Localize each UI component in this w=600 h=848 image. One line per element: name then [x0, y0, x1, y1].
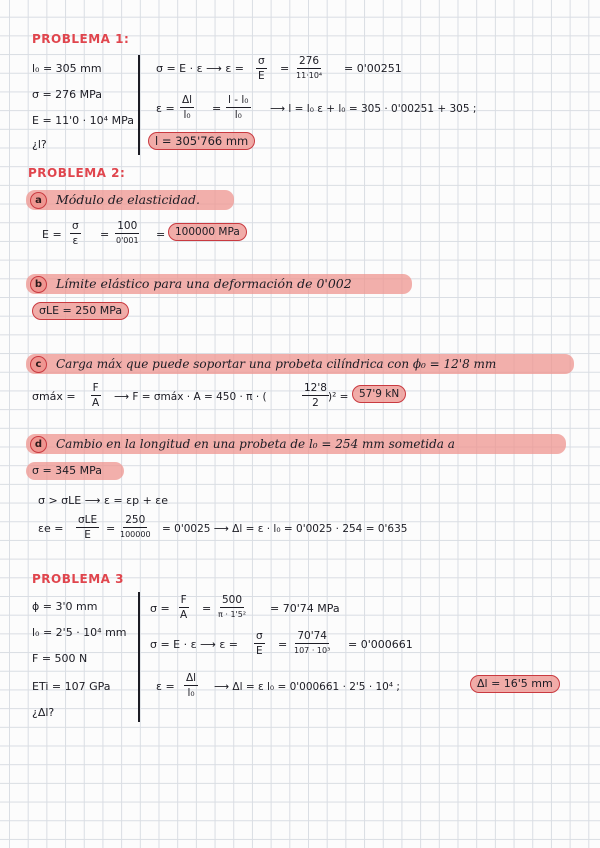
p2a-frac2-num: 100	[117, 220, 138, 232]
p1-eq1-b: =	[280, 62, 290, 75]
p2d-frac2-den: 100000	[120, 530, 151, 539]
p3-frac1-den: A	[180, 609, 188, 621]
p3-frac5-den: l₀	[187, 687, 195, 699]
p3-eq2-c: = 0'000661	[348, 638, 413, 651]
p2a-frac2-den: 0'001	[116, 236, 139, 245]
p3-eq1-b: =	[202, 602, 212, 615]
p3-frac2	[216, 594, 248, 621]
p1-frac1-num: σ	[258, 55, 265, 67]
p3-frac5	[184, 672, 198, 699]
p2c-frac1-num: F	[92, 382, 99, 394]
p3-given-l0: l₀ = 2'5 · 10⁴ mm	[32, 626, 127, 639]
p2d-frac2	[118, 514, 153, 541]
p3-eq3-a: ε =	[156, 680, 175, 693]
p1-result: l = 305'766 mm	[148, 132, 255, 150]
p3-given-e: ETi = 107 GPa	[32, 680, 111, 693]
p2c-frac2	[302, 382, 329, 409]
p2c-badge: c	[30, 356, 47, 373]
p1-given-e: E = 11'0 · 10⁴ MPa	[32, 114, 134, 127]
p3-frac4-den: 107 · 10³	[294, 646, 331, 655]
p1-eq2-a: ε =	[156, 102, 175, 115]
p2a-heading: Módulo de elasticidad.	[56, 192, 200, 207]
p1-frac2-den: 11·10⁴	[296, 71, 323, 80]
p2d-badge: d	[30, 436, 47, 453]
p2d-eq2-c: = 0'0025 ⟶ Δl = ε · l₀ = 0'0025 · 254 = 0'635	[162, 523, 408, 535]
p2b-badge: b	[30, 276, 47, 293]
p3-result: Δl = 16'5 mm	[470, 675, 560, 693]
p3-frac3-den: E	[256, 645, 263, 657]
p3-frac4	[292, 630, 332, 657]
p2c-eq2: ⟶ F = σmáx · A = 450 · π · (	[114, 391, 267, 403]
p1-given-sigma: σ = 276 MPa	[32, 88, 103, 101]
p3-frac5-num: Δl	[186, 672, 197, 684]
p1-frac2	[294, 55, 324, 82]
p2b-result: σLE = 250 MPa	[32, 302, 129, 320]
problem-1-title: PROBLEMA 1:	[32, 32, 130, 46]
p2a-eq: E =	[42, 228, 62, 241]
p3-frac4-num: 70'74	[297, 630, 327, 642]
p1-eq1-a: σ = E · ε ⟶ ε =	[156, 62, 244, 75]
p3-frac3-num: σ	[256, 630, 263, 642]
p2a-eq3: =	[156, 228, 166, 241]
p2a-frac1-den: ε	[72, 235, 79, 247]
p3-eq2-b: =	[278, 638, 288, 651]
p2c-eq1: σmáx =	[32, 390, 76, 403]
p2d-frac2-num: 250	[125, 514, 146, 526]
p3-frac3	[254, 630, 265, 657]
p3-given-f: F = 500 N	[32, 652, 88, 665]
p3-eq3-b: ⟶ Δl = ε l₀ = 0'000661 · 2'5 · 10⁴ ;	[214, 681, 400, 693]
p1-frac1	[256, 55, 267, 82]
p2d-frac1-den: E	[84, 529, 91, 541]
p2d-given: σ = 345 MPa	[32, 464, 103, 477]
p1-frac3-den: l₀	[183, 109, 191, 121]
p1-frac4-num: l - l₀	[228, 94, 249, 106]
p2a-frac2	[114, 220, 141, 247]
p3-eq1-a: σ =	[150, 602, 170, 615]
p3-frac1-num: F	[180, 594, 187, 606]
p1-eq2-c: ⟶ l = l₀ ε + l₀ = 305 · 0'00251 + 305 ;	[270, 103, 477, 115]
p2c-frac2-den: 2	[312, 397, 319, 409]
problem-3-title: PROBLEMA 3	[32, 572, 124, 586]
p1-frac4-den: l₀	[234, 109, 242, 121]
p2c-result: 57'9 kN	[352, 385, 406, 403]
p2d-eq2-b: =	[106, 522, 116, 535]
p3-unknown: ¿Δl?	[32, 706, 55, 719]
p2b-heading: Límite elástico para una deformación de 0'002	[56, 276, 352, 291]
problem-2-title: PROBLEMA 2:	[28, 166, 126, 180]
p3-eq2-a: σ = E · ε ⟶ ε =	[150, 638, 238, 651]
p1-unknown: ¿l?	[32, 138, 47, 151]
p2c-heading: Carga máx que puede soportar una probeta cilíndrica con ϕ₀ = 12'8 mm	[56, 357, 497, 371]
p2a-frac1	[70, 220, 81, 247]
p1-divider	[138, 55, 140, 155]
p1-frac4	[226, 94, 251, 121]
p2c-frac2-num: 12'8	[304, 382, 327, 394]
p2d-eq1: σ > σLE ⟶ ε = εp + εe	[38, 494, 169, 507]
p2c-frac1-den: A	[92, 397, 100, 409]
p1-frac1-den: E	[258, 70, 265, 82]
p2a-badge: a	[30, 192, 47, 209]
p1-frac3	[180, 94, 194, 121]
p1-eq2-b: =	[212, 102, 222, 115]
p2a-eq2: =	[100, 228, 110, 241]
p1-eq1-c: = 0'00251	[344, 62, 402, 75]
p3-eq1-c: = 70'74 MPa	[270, 602, 340, 615]
p3-frac1	[178, 594, 189, 621]
p2d-eq2-a: εe =	[38, 522, 64, 535]
p2c-eq3: )² =	[328, 391, 349, 403]
p3-frac2-den: π · 1'5²	[218, 610, 247, 619]
p2a-result: 100000 MPa	[168, 223, 247, 241]
p2d-frac1-num: σLE	[78, 514, 98, 526]
p2d-heading: Cambio en la longitud en una probeta de l₀ = 254 mm sometida a	[56, 437, 455, 451]
p3-given-phi: ϕ = 3'0 mm	[32, 600, 98, 613]
p1-frac2-num: 276	[299, 55, 320, 67]
p3-frac2-num: 500	[221, 594, 243, 606]
p1-frac3-num: Δl	[182, 94, 193, 106]
p2a-frac1-num: σ	[72, 220, 79, 232]
p1-given-l0: l₀ = 305 mm	[32, 62, 102, 75]
p2d-frac1	[76, 514, 99, 541]
p3-divider	[138, 592, 140, 722]
p2c-frac1	[90, 382, 101, 409]
